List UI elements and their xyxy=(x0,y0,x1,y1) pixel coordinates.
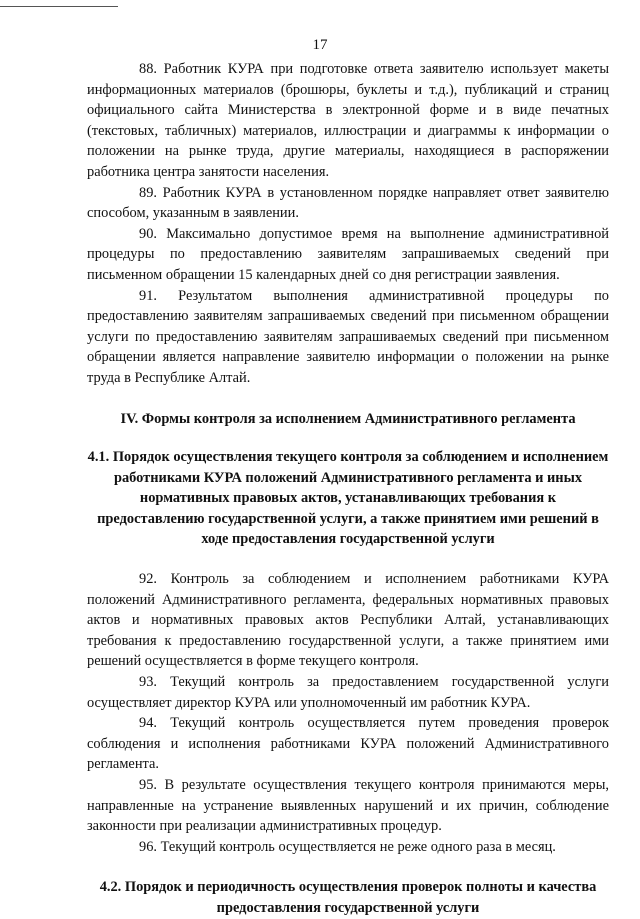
top-rule xyxy=(0,6,118,7)
paragraph-90: 90. Максимально допустимое время на выполнение административной процедуры по предоставлению заявителям запрашиваемых сведений при письменном обращении 15 календарных дней со дня регистрации заявления. xyxy=(87,225,609,283)
paragraph-91: 91. Результатом выполнения административной процедуры по предоставлению заявителям запрашиваемых сведений при письменном обращении услуги по предоставлению заявителям запрашиваемых сведений при письменном обращении является направление заявителю информации о положении на рынке труда в Республике Алтай. xyxy=(87,287,609,386)
paragraph-92: 92. Контроль за соблюдением и исполнением работниками КУРА положений Административного регламента, федеральных нормативных правовых актов и нормативных правовых актов Республики Алтай, устанавливающих требования к предоставлению государственной услуги, а также принятием ими решений осуществляется в форме текущего контроля. xyxy=(87,571,609,670)
subsection-4-1-heading: 4.1. Порядок осуществления текущего контроля за соблюдением и исполнением работниками КУРА положений Административного регламента и иных нормативных правовых актов, устанавливающих требования к предоставлению государственной услуги, а также принятием ими решений в ходе предоставления государственной услуги xyxy=(87,449,609,548)
paragraph-95: 95. В результате осуществления текущего контроля принимаются меры, направленные на устранение выявленных нарушений и их причин, соблюдение законности при реализации административных процедур. xyxy=(87,777,609,835)
document-body xyxy=(87,59,609,919)
paragraph-96: 96. Текущий контроль осуществляется не реже одного раза в месяц. xyxy=(139,838,556,855)
paragraph-89: 89. Работник КУРА в установленном порядке направляет ответ заявителю способом, указанным в заявлении. xyxy=(87,184,609,222)
paragraph-93: 93. Текущий контроль за предоставлением государственной услуги осуществляет директор КУРА или уполномоченный им работник КУРА. xyxy=(87,674,609,711)
paragraph-94: 94. Текущий контроль осуществляется путем проведения проверок соблюдения и исполнения работниками КУРА положений Административного регламента. xyxy=(87,715,609,773)
subsection-4-2-heading: 4.2. Порядок и периодичность осуществления проверок полноты и качества предоставления государственной услуги xyxy=(99,879,597,916)
section-iv-heading: IV. Формы контроля за исполнением Административного регламента xyxy=(120,410,576,427)
paragraph-88: 88. Работник КУРА при подготовке ответа заявителю использует макеты информационных материалов (брошюры, буклеты и т.д.), публикаций и страниц официального сайта Министерства в электронной форме и в виде печатных (текстовых, табличных) материалов, иллюстрации и диаграммы к информации о положении на рынке труда, другие материалы, находящиеся в распоряжении работника центра занятости населения. xyxy=(87,61,609,180)
page-number: 17 xyxy=(312,37,328,53)
